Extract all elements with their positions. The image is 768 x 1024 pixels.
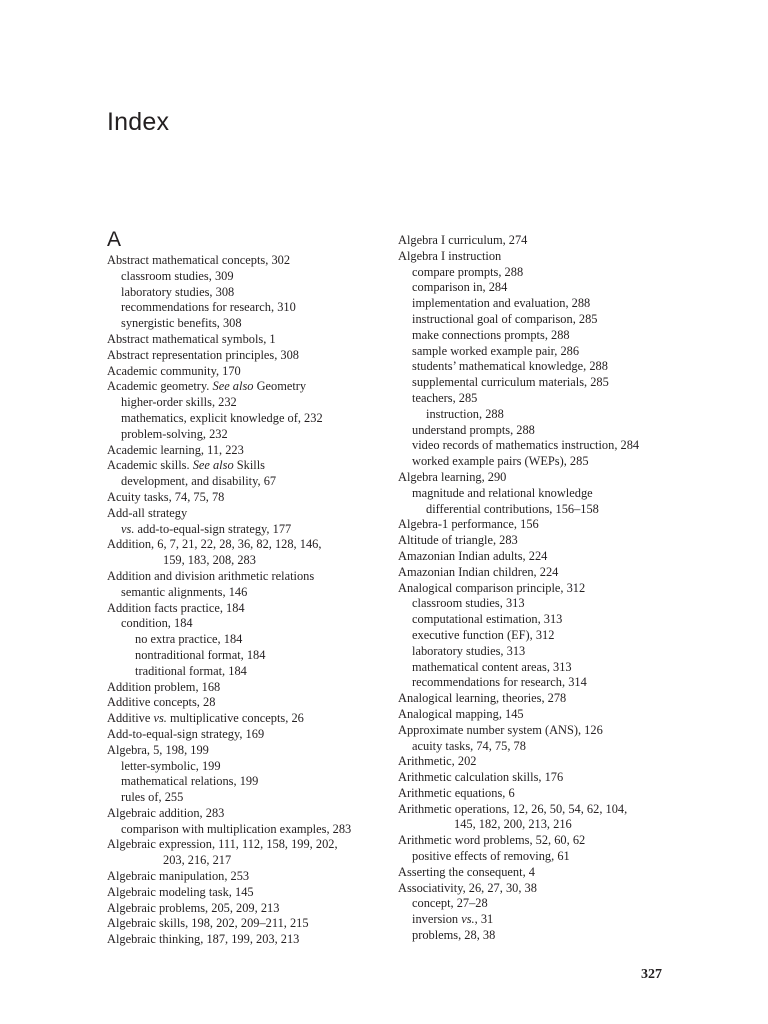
index-entry: Algebra, 5, 198, 199 bbox=[107, 742, 209, 757]
index-entry: Approximate number system (ANS), 126 bbox=[398, 722, 603, 737]
index-subentry: supplemental curriculum materials, 285 bbox=[412, 375, 609, 390]
index-subentry: rules of, 255 bbox=[121, 790, 184, 805]
index-entry: Add-to-equal-sign strategy, 169 bbox=[107, 726, 265, 741]
index-subentry: laboratory studies, 308 bbox=[121, 284, 235, 299]
index-entry: Algebra I curriculum, 274 bbox=[398, 233, 528, 247]
index-subentry: teachers, 285 bbox=[412, 390, 478, 405]
index-entry: Academic community, 170 bbox=[107, 363, 241, 378]
index-entry: Analogical comparison principle, 312 bbox=[398, 580, 586, 595]
index-subentry: inversion vs., 31 bbox=[412, 912, 494, 927]
index-subentry: instructional goal of comparison, 285 bbox=[412, 311, 598, 326]
index-subentry: implementation and evaluation, 288 bbox=[412, 296, 591, 311]
index-subentry: traditional format, 184 bbox=[135, 663, 247, 678]
index-entry: Algebraic manipulation, 253 bbox=[107, 869, 250, 884]
index-entry: Algebraic skills, 198, 202, 209–211, 215 bbox=[107, 916, 309, 931]
index-subentry: condition, 184 bbox=[121, 616, 193, 631]
index-entry: Academic learning, 11, 223 bbox=[107, 442, 244, 457]
index-subentry: no extra practice, 184 bbox=[135, 632, 243, 647]
index-subentry: laboratory studies, 313 bbox=[412, 643, 526, 658]
index-subentry: mathematical content areas, 313 bbox=[412, 659, 572, 674]
index-entry: Analogical learning, theories, 278 bbox=[398, 691, 567, 706]
index-entry: Algebraic thinking, 187, 199, 203, 213 bbox=[107, 932, 300, 947]
index-entry: Abstract mathematical symbols, 1 bbox=[107, 331, 276, 346]
index-subentry: synergistic benefits, 308 bbox=[121, 316, 242, 331]
index-entry-continuation: 145, 182, 200, 213, 216 bbox=[454, 817, 572, 832]
index-entry: Algebra-1 performance, 156 bbox=[398, 517, 539, 532]
index-subentry: recommendations for research, 314 bbox=[412, 675, 587, 690]
index-subentry: problem-solving, 232 bbox=[121, 426, 228, 441]
index-subentry: positive effects of removing, 61 bbox=[412, 849, 570, 864]
index-entry-continuation: 159, 183, 208, 283 bbox=[163, 553, 256, 568]
index-entry: Abstract mathematical concepts, 302 bbox=[107, 253, 291, 267]
index-subentry: video records of mathematics instruction, 284 bbox=[412, 438, 640, 453]
index-column-right bbox=[398, 233, 688, 944]
index-subentry: vs. add-to-equal-sign strategy, 177 bbox=[121, 521, 292, 536]
index-entry: Analogical mapping, 145 bbox=[398, 706, 524, 721]
index-entry: Additive vs. multiplicative concepts, 26 bbox=[107, 711, 304, 726]
index-subentry: worked example pairs (WEPs), 285 bbox=[412, 454, 589, 469]
index-entry: Amazonian Indian children, 224 bbox=[398, 564, 559, 579]
index-entry: Altitude of triangle, 283 bbox=[398, 533, 518, 548]
index-subentry: comparison with multiplication examples, 283 bbox=[121, 821, 352, 836]
index-subentry: problems, 28, 38 bbox=[412, 928, 496, 943]
index-entry: Algebraic modeling task, 145 bbox=[107, 884, 254, 899]
index-entry: Algebraic addition, 283 bbox=[107, 805, 225, 820]
index-entry: Arithmetic operations, 12, 26, 50, 54, 62, 104, bbox=[398, 801, 628, 816]
index-entry: Acuity tasks, 74, 75, 78 bbox=[107, 489, 225, 504]
index-subentry: make connections prompts, 288 bbox=[412, 327, 570, 342]
index-entry: Arithmetic equations, 6 bbox=[398, 785, 515, 800]
index-subentry: nontraditional format, 184 bbox=[135, 647, 266, 662]
index-subentry: development, and disability, 67 bbox=[121, 474, 277, 489]
index-entry: Academic skills. See also Skills bbox=[107, 458, 265, 473]
index-subentry: sample worked example pair, 286 bbox=[412, 343, 580, 358]
index-subentry: computational estimation, 313 bbox=[412, 612, 563, 627]
index-subentry: instruction, 288 bbox=[426, 406, 504, 421]
index-entry: Arithmetic, 202 bbox=[398, 754, 477, 769]
section-letter: A bbox=[107, 228, 122, 251]
index-subentry: concept, 27–28 bbox=[412, 896, 488, 911]
page-title: Index bbox=[107, 108, 170, 136]
index-entry: Algebra I instruction bbox=[398, 248, 502, 263]
index-column-left bbox=[107, 253, 397, 948]
index-entry: Amazonian Indian adults, 224 bbox=[398, 548, 548, 563]
index-entry: Addition and division arithmetic relations bbox=[107, 568, 315, 583]
index-subentry: mathematics, explicit knowledge of, 232 bbox=[121, 410, 323, 425]
index-subentry: higher-order skills, 232 bbox=[121, 395, 237, 410]
index-entry: Additive concepts, 28 bbox=[107, 695, 216, 710]
index-entry: Academic geometry. See also Geometry bbox=[107, 379, 307, 394]
index-subentry: mathematical relations, 199 bbox=[121, 774, 259, 789]
index-entry: Algebraic problems, 205, 209, 213 bbox=[107, 900, 280, 915]
index-entry: Algebra learning, 290 bbox=[398, 469, 507, 484]
index-subentry: recommendations for research, 310 bbox=[121, 300, 296, 315]
index-entry: Associativity, 26, 27, 30, 38 bbox=[398, 880, 537, 895]
page-number: 327 bbox=[641, 967, 662, 982]
index-entry: Algebraic expression, 111, 112, 158, 199, 202, bbox=[107, 837, 338, 852]
index-subentry: magnitude and relational knowledge bbox=[412, 485, 593, 500]
index-entry: Abstract representation principles, 308 bbox=[107, 347, 299, 362]
index-subentry: acuity tasks, 74, 75, 78 bbox=[412, 738, 526, 753]
index-entry: Addition facts practice, 184 bbox=[107, 600, 245, 615]
index-entry: Add-all strategy bbox=[107, 505, 188, 520]
index-subentry: compare prompts, 288 bbox=[412, 264, 524, 279]
index-subentry: differential contributions, 156–158 bbox=[426, 501, 599, 516]
index-entry: Arithmetic word problems, 52, 60, 62 bbox=[398, 833, 586, 848]
index-entry: Addition problem, 168 bbox=[107, 679, 221, 694]
index-entry: Arithmetic calculation skills, 176 bbox=[398, 770, 564, 785]
index-subentry: semantic alignments, 146 bbox=[121, 584, 248, 599]
index-subentry: classroom studies, 313 bbox=[412, 596, 525, 611]
index-subentry: comparison in, 284 bbox=[412, 280, 508, 295]
index-subentry: students’ mathematical knowledge, 288 bbox=[412, 359, 608, 374]
index-entry: Asserting the consequent, 4 bbox=[398, 864, 535, 879]
index-entry-continuation: 203, 216, 217 bbox=[163, 853, 232, 868]
index-subentry: understand prompts, 288 bbox=[412, 422, 535, 437]
index-subentry: letter-symbolic, 199 bbox=[121, 758, 221, 773]
index-subentry: classroom studies, 309 bbox=[121, 268, 234, 283]
index-subentry: executive function (EF), 312 bbox=[412, 627, 555, 642]
index-entry: Addition, 6, 7, 21, 22, 28, 36, 82, 128, 146, bbox=[107, 537, 322, 552]
